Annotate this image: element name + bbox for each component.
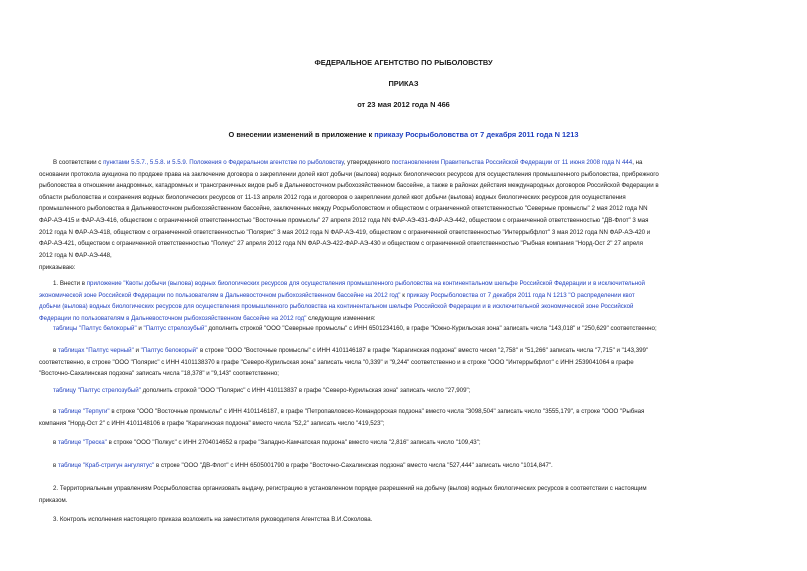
change-line [39,385,765,397]
order-word: приказываю: [39,264,76,271]
preamble-line: области рыболовства и сохранения водных биологических ресурсов от 11-13 апреля 2012 года и договоров о закреплении долей квот добычи (вылова) водных биологических ресурсов для осуществления [39,193,626,201]
change-item [39,385,765,397]
appendix-quotas-link[interactable]: приложение "Квоты добычи (вылова) водных биологических ресурсов для осуществления промышленного рыболовства на континентальном шельфе Российской Федерации и в исключительной [86,280,645,287]
change-line [39,406,765,418]
table-halibut-white-link[interactable]: таблицы "Палтус белокорый" [53,325,137,332]
doc-title-text: О внесении изменений в приложение к [228,130,375,139]
table-halibut-arrowtooth-link-2[interactable]: таблицу "Палтус стрелозубый" [53,387,141,394]
text: в строке "ООО "Восточные промыслы" с ИНН 4101146187 в графе "Карагинская подзона" вместо чисел "2,758" и "51,266" записать числа "7,715" и "143,399" [198,347,649,354]
preamble-line [39,157,765,169]
paragraph-line: 3. Контроль исполнения настоящего приказа возложить на заместителя руководителя Агентства В.И.Соколова. [53,516,373,523]
change-line: компания "Норд-Ост 2" с ИНН 4101148106 в графе "Карагинская подзона" вместо числа "52,2" записать число "419,523"; [39,419,385,427]
preamble-line: ФАР-АЭ-421, обществом с ограниченной ответственностью "Полкус" 27 апреля 2012 года NN ФАР-АЭ-422-ФАР-АЭ-430 и обществом с ограниченной ответственностью "Рыбная компания "Норд-Ост 2" 27 апреля [39,240,643,248]
preamble-line: ФАР-АЭ-415 и ФАР-АЭ-416, обществом с ограниченной ответственностью "Восточные промыслы" 27 апреля 2012 года NN ФАР-АЭ-431-ФАР-АЭ-442, обществом с ограниченной ответственностью "ДВ-Флот" 3 мая [39,216,649,224]
doc-title [0,130,807,139]
text: в [53,439,58,446]
paragraph-line [39,301,765,313]
text: В соответствии с [53,159,104,166]
text: в [53,347,58,354]
paragraph-line [39,278,765,290]
text: в строке "ООО "Полкус" с ИНН 2704014652 в графе "Западно-Камчатская подзона" вместо числа "2,816" записать число "109,43"; [106,439,481,446]
text: следующие изменения: [306,314,376,322]
preamble-line: промышленного рыболовства в Дальневосточном рыбохозяйственном бассейне, заключенных между Росрыболовством и обществом с ограниченной ответственностью "Северные промыслы" 2 мая 2012 года NN [39,205,648,213]
change-line [39,323,765,335]
doc-type: ПРИКАЗ [388,79,419,88]
change-item [39,345,765,380]
order-1213-inline-link-cont[interactable]: добычи (вылова) водных биологических ресурсов для осуществления промышленного рыболовства на континентальном шельфе Российской Федерации и в исключительной экономической зоне Российской [39,303,634,311]
change-line: соответственно, в строке "ООО "Полярис" с ИНН 4101138370 в графе "Северо-Курильская зона" записать числа "0,339" и "9,244" соответственно и в строке "ООО "Интеррыбфлот" с ИНН 2539041064 в графе [39,358,634,366]
text: в строке "ООО "ДВ-Флот" с ИНН 6505001790 в графе "Восточно-Сахалинская подзона" вместо числа "527,444" записать число "1014,847". [154,462,553,469]
preamble-line: 2012 года N ФАР-АЭ-418, обществом с ограниченной ответственностью "Полярис" 3 мая 2012 года N ФАР-АЭ-419, обществом с ограниченной ответственностью "Интеррыбфлот" 3 мая 2012 года NN ФАР-АЭ-420 и [39,228,651,236]
government-decree-link[interactable]: постановлением Правительства Российской Федерации от 11 июня 2008 года N 444 [391,159,633,166]
paragraph-1 [39,278,765,324]
text: в [53,462,58,469]
table-halibut-black-link[interactable]: таблицах "Палтус черный" [57,347,134,354]
preamble-line: 2012 года N ФАР-АЭ-448, [39,251,112,259]
change-item [39,437,765,449]
appendix-quotas-link-cont[interactable]: экономической зоне Российской Федерации по пользователям в Дальневосточном рыбохозяйственном бассейне на 2012 год" [39,291,401,299]
text: , утвержденного [343,159,392,166]
change-line [39,460,765,472]
change-item [39,460,765,472]
table-halibut-white-link-2[interactable]: "Палтус белокорый" [140,347,199,354]
text: к [400,291,407,299]
agency-name: ФЕДЕРАЛЬНОЕ АГЕНТСТВО ПО РЫБОЛОВСТВУ [314,58,493,67]
text: в [53,408,58,415]
change-line: "Восточно-Сахалинская подзона" записать числа "18,378" и "9,143" соответственно; [39,370,280,378]
order-1213-inline-link-end[interactable]: Федерации по пользователям в Дальневосточном рыбохозяйственном бассейне на 2012 год" [39,314,307,322]
paragraph-3 [39,514,765,526]
order-1213-inline-link[interactable]: приказу Росрыболовства от 7 декабря 2011 года N 1213 "О распределении квот [406,291,635,299]
paragraph-2 [39,483,765,506]
change-item [39,406,765,429]
doc-date-number: от 23 мая 2012 года N 466 [357,100,450,109]
preamble-line: основании протокола аукциона по продаже права на заключение договора о закреплении долей квот добычи (вылова) водных биологических ресурсов для осуществления промышленного рыболовства, прибрежного [39,170,659,178]
table-halibut-arrowtooth-link[interactable]: "Палтус стрелозубый" [143,325,207,332]
regulation-points-link[interactable]: пунктами 5.5.7., 5.5.8. и 5.5.9. Положения о Федеральном агентстве по рыболовству [103,159,344,166]
table-snow-crab-link[interactable]: таблице "Краб-стригун ангулятус" [57,462,155,469]
change-line [39,345,765,357]
paragraph-line: 2. Территориальным управлениям Росрыболовства организовать выдачу, регистрацию в установленном порядке разрешений на добычу (вылов) водных биологических ресурсов в соответствии с настоящим [53,485,647,492]
table-cod-link[interactable]: таблице "Треска" [57,439,107,446]
text: и [133,347,141,354]
table-greenling-link[interactable]: таблице "Терпуги" [57,408,110,415]
change-line [39,437,765,449]
text: дополнить строкой "ООО "Полярис" с ИНН 410113837 в графе "Северо-Курильская зона" записать число "27,909"; [140,387,471,394]
paragraph-line: приказом. [39,496,68,504]
order-1213-link[interactable]: приказу Росрыболовства от 7 декабря 2011 года N 1213 [374,130,579,139]
text: 1. Внести в [53,280,87,287]
text: , на [632,159,643,166]
text: в строке "ООО "Восточные промыслы" с ИНН 4101146187, в графе "Петропавловско-Командорская подзона" вместо числа "3098,504" записать число "3555,179", в строке "ООО "Рыбная [109,408,645,415]
text: и [136,325,144,332]
text: дополнить строкой "ООО "Северные промыслы" с ИНН 6501234160, в графе "Южно-Курильская зона" записать числа "143,018" и "250,629" соответственно; [206,325,657,332]
change-item [39,323,765,335]
preamble-line: рыболовства в отношении анадромных, катадромных и трансграничных видов рыб в Дальневосточном рыбохозяйственном бассейне, а также в районах действия международных договоров Российской Федерации в [39,182,659,190]
preamble [39,157,765,261]
paragraph-line [39,290,765,302]
